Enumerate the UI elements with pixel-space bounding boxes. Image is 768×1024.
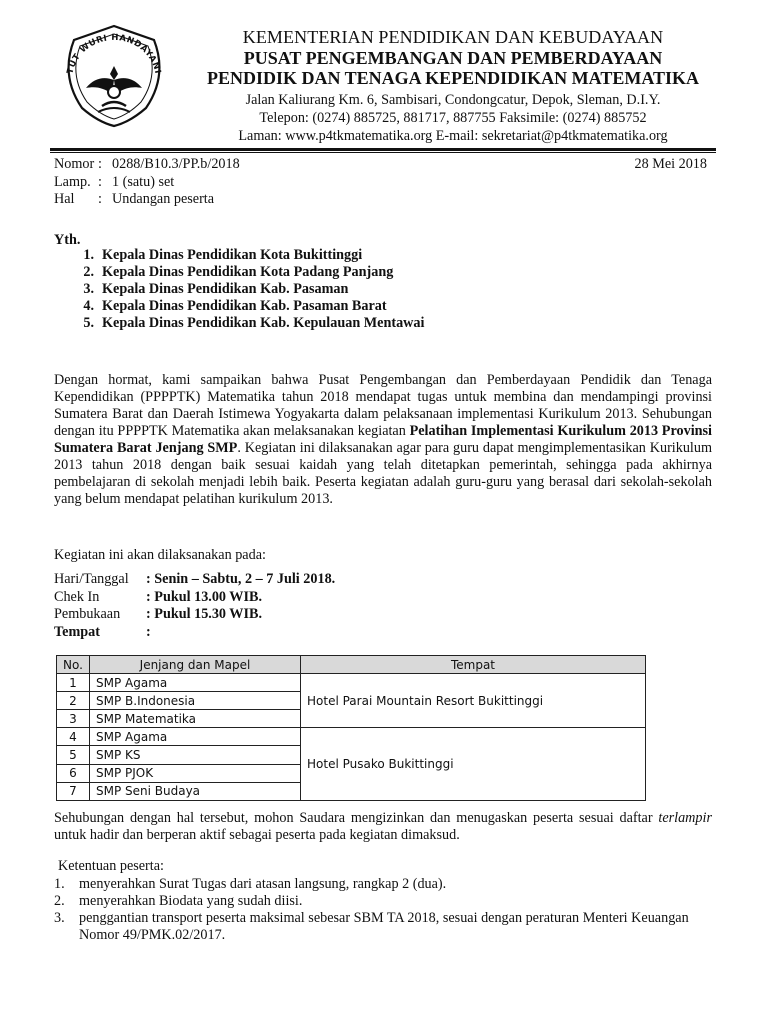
schedule-intro: Kegiatan ini akan dilaksanakan pada:: [54, 547, 266, 563]
activity-title: Pelatihan Implementasi Kurikulum 2013 Provinsi Sumatera Barat Jenjang SMP: [54, 423, 713, 456]
row-number: 5: [57, 746, 90, 764]
attached-word: terlampir: [658, 810, 712, 826]
mapel-cell: SMP B.Indonesia: [90, 692, 301, 710]
hal-label: Hal: [54, 191, 75, 207]
schedule-value: : Pukul 15.30 WIB.: [146, 606, 263, 622]
venue-table: [56, 655, 646, 801]
mapel-cell: SMP Seni Budaya: [90, 782, 301, 800]
colon: :: [98, 156, 102, 172]
mapel-cell: SMP KS: [90, 746, 301, 764]
schedule-row: [54, 606, 335, 624]
list-item: [54, 264, 424, 281]
schedule-row: [54, 571, 335, 589]
table-row: [57, 728, 646, 746]
item-number: 3.: [83, 281, 94, 297]
hal-value: Undangan peserta: [112, 191, 215, 207]
list-item: [54, 315, 424, 332]
intro-paragraph: [54, 372, 712, 508]
item-number: 1.: [83, 247, 94, 263]
hal-row: [54, 191, 240, 209]
letter-date: 28 Mei 2018: [634, 156, 707, 172]
mapel-cell: SMP Agama: [90, 728, 301, 746]
schedule-label: Pembukaan: [54, 606, 121, 622]
list-item: [54, 893, 714, 910]
letterhead: [180, 26, 726, 145]
phone-fax: Telepon: (0274) 885725, 881717, 887755 Faksimile: (0274) 885752: [259, 110, 647, 126]
list-item: [54, 298, 424, 315]
list-item: [54, 876, 714, 893]
item-text: Kepala Dinas Pendidikan Kab. Kepulauan Mentawai: [102, 315, 425, 331]
ministry-name: KEMENTERIAN PENDIDIKAN DAN KEBUDAYAAN: [242, 27, 664, 47]
item-text: Kepala Dinas Pendidikan Kab. Pasaman Barat: [102, 298, 387, 314]
list-item: [54, 281, 424, 298]
tut-wuri-handayani-logo: [54, 22, 174, 128]
item-number: 4.: [83, 298, 94, 314]
logo-text: TUT WURI HANDAYANI: [65, 32, 163, 75]
web-email: Laman: www.p4tkmatematika.org E-mail: sekretariat@p4tkmatematika.org: [238, 128, 668, 144]
item-number: 5.: [83, 315, 94, 331]
requirements-list: [54, 876, 714, 944]
column-header: No.: [57, 656, 90, 674]
row-number: 4: [57, 728, 90, 746]
row-number: 2: [57, 692, 90, 710]
mapel-cell: SMP Matematika: [90, 710, 301, 728]
lamp-row: [54, 174, 240, 192]
request-text-end: untuk hadir dan berperan aktif sebagai peserta pada kegiatan dimaksud.: [54, 827, 460, 843]
header-rule-thick: [50, 148, 716, 151]
schedule: [54, 571, 335, 641]
schedule-value: :: [146, 623, 151, 640]
nomor-value: 0288/B10.3/PP.b/2018: [112, 156, 240, 172]
colon: :: [98, 173, 102, 190]
center-name-line2: PENDIDIK DAN TENAGA KEPENDIDIKAN MATEMATIKA: [206, 68, 700, 88]
item-text: Kepala Dinas Pendidikan Kab. Pasaman: [102, 281, 349, 297]
schedule-value: : Senin – Sabtu, 2 – 7 Juli 2018.: [146, 571, 336, 587]
recipients-heading: Yth.: [54, 232, 81, 248]
table-row: [57, 674, 646, 692]
row-number: 1: [57, 674, 90, 692]
item-number: 1.: [54, 876, 65, 892]
schedule-label: Hari/Tanggal: [54, 571, 129, 587]
schedule-row: [54, 589, 335, 607]
nomor-label: Nomor: [54, 156, 95, 172]
center-name-line1: PUSAT PENGEMBANGAN DAN PEMBERDAYAAN: [243, 48, 663, 68]
intro-text-end: . Kegiatan ini dilaksanakan agar para guru dapat mengimplementasikan Kurikulum 2013 tahun 2018 dengan baik sesuai kaidah yang telah ditetapkan pemerintah, sehingga pada akhirnya pembelajaran di sekolah menjadi lebih baik. Peserta kegiatan adalah guru-guru yang berasal dari sekolah-sekolah yang belum mendapat pelatihan kurikulum 2013.: [54, 440, 712, 507]
row-number: 3: [57, 710, 90, 728]
colon: :: [98, 191, 102, 207]
schedule-label: Chek In: [54, 588, 100, 605]
recipient-list: [54, 247, 424, 332]
row-number: 6: [57, 764, 90, 782]
table-header-row: [57, 656, 646, 674]
lamp-value: 1 (satu) set: [112, 173, 175, 190]
item-number: 3.: [54, 910, 65, 926]
place-cell: Hotel Parai Mountain Resort Bukittinggi: [301, 674, 646, 728]
item-text: Kepala Dinas Pendidikan Kota Padang Panjang: [102, 264, 394, 280]
item-number: 2.: [54, 893, 65, 909]
column-header: Tempat: [301, 656, 646, 674]
intro-text-start: Dengan hormat, kami sampaikan bahwa Pusat Pengembangan dan Pemberdayaan Pendidik dan Tenaga Kependidikan (PPPPTK) Matematika tahun 2018 mendapat tugas untuk membina dan mendampingi provinsi Sumatera Barat dan Daerah Istimewa Yogyakarta dalam pelaksanaan implementasi Kurikulum 2013. Sehubungan dengan itu PPPPTK Matematika akan melaksanakan kegiatan: [54, 372, 712, 439]
list-item: [54, 247, 424, 264]
item-text: penggantian transport peserta maksimal sebesar SBM TA 2018, sesuai dengan peraturan Menteri Keuangan Nomor 49/PMK.02/2017.: [79, 910, 689, 943]
request-paragraph: [54, 810, 712, 844]
column-header: Jenjang dan Mapel: [90, 656, 301, 674]
schedule-row: [54, 624, 335, 642]
schedule-value: : Pukul 13.00 WIB.: [146, 588, 263, 605]
header-rule-thin: [50, 152, 716, 153]
address: Jalan Kaliurang Km. 6, Sambisari, Condongcatur, Depok, Sleman, D.I.Y.: [245, 92, 661, 108]
item-text: Kepala Dinas Pendidikan Kota Bukittinggi: [102, 247, 363, 263]
request-text-start: Sehubungan dengan hal tersebut, mohon Saudara mengizinkan dan menugaskan peserta sesuai daftar: [54, 810, 659, 826]
mapel-cell: SMP Agama: [90, 674, 301, 692]
lamp-label: Lamp.: [54, 173, 91, 190]
letter-meta: [54, 156, 240, 209]
item-number: 2.: [83, 264, 94, 280]
place-cell: Hotel Pusako Bukittinggi: [301, 728, 646, 800]
list-item: [54, 910, 714, 944]
mapel-cell: SMP PJOK: [90, 764, 301, 782]
item-text: menyerahkan Biodata yang sudah diisi.: [79, 893, 303, 909]
nomor-row: [54, 156, 240, 174]
row-number: 7: [57, 782, 90, 800]
schedule-label: Tempat: [54, 623, 100, 640]
requirements-heading: Ketentuan peserta:: [58, 858, 164, 874]
item-text: menyerahkan Surat Tugas dari atasan langsung, rangkap 2 (dua).: [79, 876, 447, 892]
